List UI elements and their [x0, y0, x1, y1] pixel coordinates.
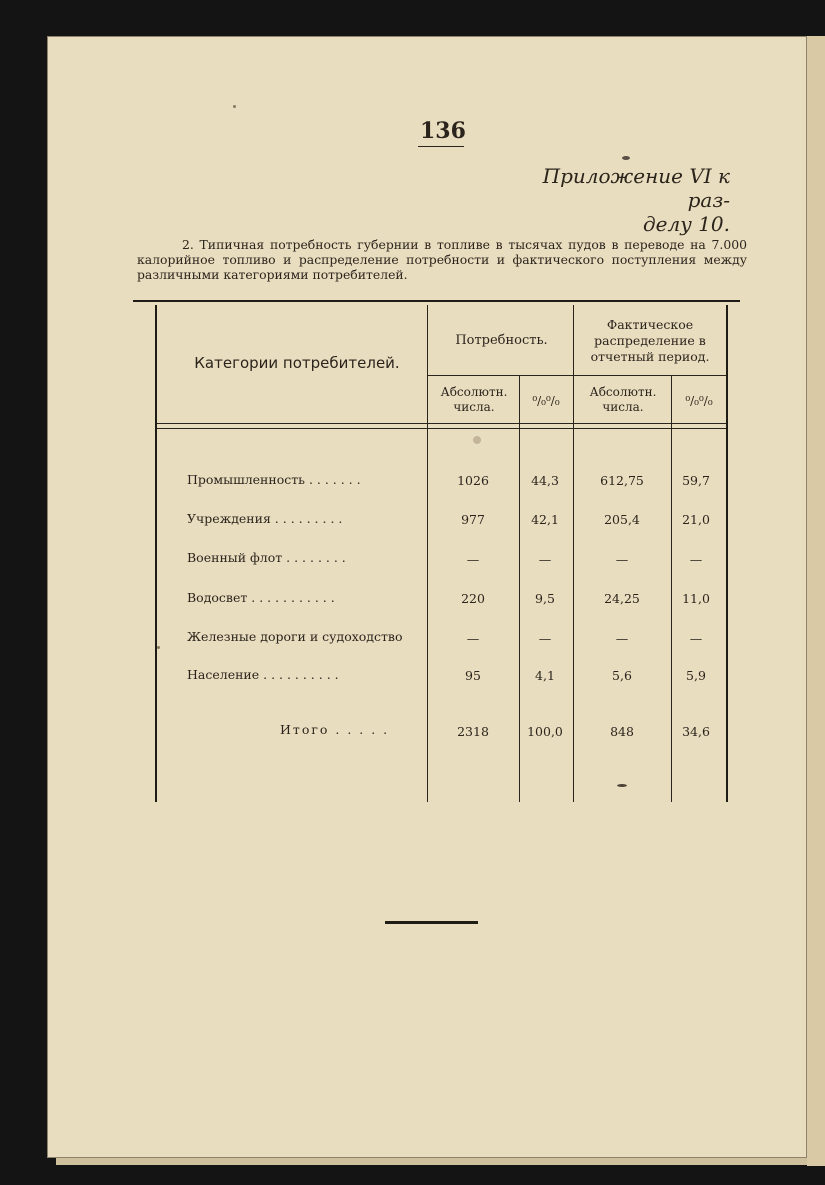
cell-actual-absolute: 205,4 — [604, 512, 640, 527]
subheader-actual-percent: ⁰/₀⁰/₀ — [685, 394, 713, 408]
row-label-population: Население . . . . . . . . . . — [187, 667, 339, 682]
cell-actual-percent: 21,0 — [682, 512, 710, 527]
row-label-water-light: Водосвет . . . . . . . . . . . — [187, 590, 335, 605]
cell-actual-absolute: 612,75 — [600, 473, 644, 488]
row-label-navy: Военный флот . . . . . . . . — [187, 550, 346, 565]
row-label-institutions: Учреждения . . . . . . . . . — [187, 511, 343, 526]
cell-need-percent: 9,5 — [535, 591, 555, 606]
appendix-line-1: Приложение VI к раз- — [542, 164, 730, 212]
subheader-need-percent: ⁰/₀⁰/₀ — [532, 394, 560, 408]
appendix-line-2: делу 10. — [642, 212, 730, 236]
total-actual-percent: 34,6 — [682, 724, 710, 739]
column-divider — [573, 305, 574, 802]
section-end-rule — [385, 921, 478, 924]
page-number-underline — [418, 146, 464, 147]
cell-need-percent: 44,3 — [531, 473, 559, 488]
cell-need-absolute: 95 — [465, 668, 481, 683]
total-actual-absolute: 848 — [610, 724, 634, 739]
paper-speck — [233, 105, 236, 108]
row-label-railways-shipping: Железные дороги и судоходство — [187, 629, 403, 644]
cell-need-percent: — — [538, 631, 552, 646]
total-need-absolute: 2318 — [457, 724, 489, 739]
cell-actual-absolute: — — [615, 631, 629, 646]
cell-need-absolute: — — [466, 631, 480, 646]
page-stack-edge — [56, 1157, 807, 1165]
table-caption: 2. Типичная потребность губернии в топливе в тысячах пудов в переводе на 7.000 калорийное топливо и распределение потребности и фактического поступления между различными категориями потребителей. — [137, 237, 747, 282]
cell-actual-percent: — — [689, 631, 703, 646]
header-need: Потребность. — [455, 333, 548, 348]
cell-actual-percent: 5,9 — [686, 668, 706, 683]
cell-actual-absolute: 24,25 — [604, 591, 640, 606]
table-top-rule — [133, 300, 740, 302]
cell-actual-absolute: 5,6 — [612, 668, 632, 683]
page-number: 136 — [420, 118, 466, 144]
header-categories: Категории потребителей. — [194, 354, 400, 372]
cell-need-percent: — — [538, 552, 552, 567]
row-label-industry: Промышленность . . . . . . . — [187, 472, 361, 487]
subheader-rule — [427, 375, 726, 376]
subheader-need-absolute: Абсолютн. числа. — [440, 385, 508, 414]
total-label: Итого . . . . . — [280, 722, 390, 737]
total-need-percent: 100,0 — [527, 724, 563, 739]
cell-need-percent: 42,1 — [531, 512, 559, 527]
cell-actual-absolute: — — [615, 552, 629, 567]
appendix-heading — [500, 164, 730, 236]
cell-actual-percent: 11,0 — [682, 591, 710, 606]
cell-need-absolute: 977 — [461, 512, 485, 527]
subheader-actual-absolute: Абсолютн. числа. — [589, 385, 657, 414]
cell-actual-percent: — — [689, 552, 703, 567]
paper-speck — [622, 156, 630, 160]
cell-need-absolute: 220 — [461, 591, 485, 606]
adjacent-page-strip — [807, 36, 825, 1166]
header-actual: Фактическое распределение в отчетный период. — [590, 317, 710, 364]
cell-actual-percent: 59,7 — [682, 473, 710, 488]
header-separator — [157, 423, 726, 429]
cell-need-absolute: 1026 — [457, 473, 489, 488]
cell-need-absolute: — — [466, 552, 480, 567]
cell-need-percent: 4,1 — [535, 668, 555, 683]
